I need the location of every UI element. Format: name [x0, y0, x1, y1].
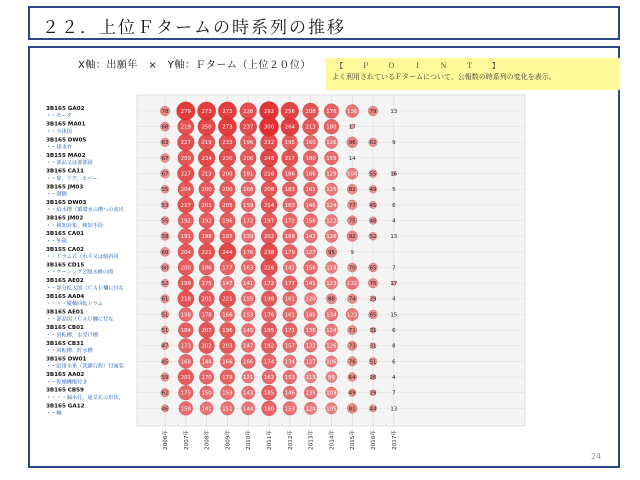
data-value-label: 168 [284, 234, 295, 241]
data-value-label: 73 [348, 343, 356, 350]
data-value-label: 126 [326, 234, 337, 241]
data-value-label: 49 [369, 187, 377, 194]
data-value-label: 17 [348, 124, 356, 131]
data-value-label: 29 [369, 296, 377, 303]
data-value-label: 176 [243, 249, 254, 256]
data-value-label: 226 [263, 265, 275, 272]
data-value-label: 55 [369, 171, 377, 178]
data-value-label: 129 [326, 171, 337, 178]
data-value-label: 146 [305, 202, 316, 209]
data-value-label: 264 [284, 124, 295, 131]
data-value-label: 273 [222, 108, 233, 115]
data-value-label: 209 [180, 155, 191, 162]
data-value-label: 166 [305, 171, 316, 178]
row-code-label: 3B165 GA02 [46, 106, 85, 112]
data-value-label: 147 [243, 343, 254, 350]
data-value-label: 172 [263, 281, 275, 288]
data-value-label: 156 [305, 265, 316, 272]
data-value-label: 273 [201, 108, 212, 115]
data-value-label: 175 [201, 281, 212, 288]
data-value-label: 63 [161, 140, 169, 147]
data-value-label: 48 [369, 218, 377, 225]
data-value-label: 141 [243, 281, 254, 288]
row-code-label: 3B165 CB59 [46, 387, 84, 394]
data-value-label: 26 [369, 374, 377, 381]
data-value-label: 64 [348, 374, 356, 381]
data-value-label: 192 [263, 343, 275, 350]
data-value-label: 9 [392, 140, 396, 147]
row-code-label: 3B165 DW01 [46, 356, 87, 363]
row-code-label: 3B165 MA01 [46, 121, 86, 128]
data-value-label: 127 [305, 249, 316, 256]
data-value-label: 196 [222, 218, 233, 225]
data-value-label: 172 [243, 218, 254, 225]
data-value-label: 177 [284, 281, 295, 288]
data-value-label: 71 [348, 328, 356, 334]
data-value-label: 198 [201, 234, 212, 241]
row-code-label: 3B165 AA04 [46, 293, 85, 300]
data-value-label: 13 [390, 406, 398, 413]
data-value-label: 99 [327, 374, 335, 381]
row-desc-label: ・・扉，ドア，カバー [46, 175, 98, 182]
data-value-label: 217 [180, 202, 191, 209]
data-value-label: 156 [305, 218, 316, 225]
data-value-label: 59 [161, 374, 169, 381]
data-value-label: 113 [305, 374, 316, 381]
data-value-label: 201 [201, 296, 212, 303]
row-code-label: 3B165 DW03 [46, 199, 87, 206]
data-value-label: 153 [243, 312, 254, 319]
slide-title: ２２．上位Ｆタームの時系列の推移 [42, 18, 346, 38]
data-value-label: 273 [222, 124, 233, 131]
data-value-label: 201 [180, 374, 191, 381]
row-code-label: 3B165 AE01 [46, 309, 84, 316]
data-value-label: 186 [284, 171, 295, 178]
data-value-label: 145 [243, 328, 254, 334]
data-value-label: 153 [284, 406, 295, 413]
data-value-label: 172 [284, 218, 295, 225]
data-value-label: 55 [161, 187, 169, 194]
point-text: よく利用されているＦタームについて、公報数の時系列の変化を表示。 [332, 73, 556, 81]
data-value-label: 192 [180, 218, 191, 225]
data-value-label: 55 [161, 218, 169, 225]
data-value-label: 195 [284, 140, 295, 147]
data-value-label: 200 [180, 265, 191, 272]
x-tick-label: 2011年 [267, 430, 273, 450]
data-value-label: 233 [222, 140, 233, 147]
data-value-label: 75 [348, 218, 356, 225]
x-tick-label: 2016年 [371, 430, 377, 450]
data-value-label: 52 [369, 234, 377, 241]
data-value-label: 176 [263, 312, 275, 319]
data-value-label: 208 [263, 187, 275, 194]
row-code-label: 3B165 CB31 [46, 340, 84, 347]
data-value-label: 104 [347, 171, 358, 178]
data-value-label: 217 [284, 155, 295, 162]
data-value-label: 45 [161, 359, 169, 366]
data-value-label: 67 [161, 171, 169, 178]
data-value-label: 184 [180, 328, 191, 334]
data-value-label: 136 [305, 328, 316, 334]
data-value-label: 168 [180, 359, 191, 366]
row-desc-label: ・・回転槽，貯水槽 [46, 347, 93, 354]
data-value-label: 81 [348, 406, 356, 413]
data-value-label: 75 [369, 281, 377, 288]
data-value-label: 78 [161, 108, 169, 115]
data-value-label: 155 [326, 155, 337, 162]
row-desc-label: ・・・・縦軸回転ドラム [46, 301, 104, 307]
data-value-label: 153 [284, 374, 295, 381]
data-value-label: 136 [347, 108, 358, 115]
data-value-label: 53 [161, 202, 169, 209]
data-value-label: 202 [263, 234, 275, 241]
data-value-label: 177 [222, 265, 233, 272]
data-value-label: 161 [284, 312, 295, 319]
row-desc-label: ・・部品図（ＣＡＵ欄に付な [46, 316, 114, 323]
data-value-label: 29 [369, 390, 377, 397]
row-desc-label: ・・モータ [46, 113, 72, 120]
point-heading: 【 Ｐ Ｏ Ｉ Ｎ Ｔ 】 [336, 62, 505, 70]
row-code-label: 3B165 AE02 [46, 278, 84, 285]
data-value-label: 193 [222, 234, 233, 241]
data-value-label: 51 [161, 328, 169, 334]
data-value-label: 147 [222, 281, 233, 288]
row-code-label: 3B165 AA02 [46, 372, 85, 379]
data-value-label: 134 [326, 312, 337, 319]
row-desc-label: ・・・・漏水孔，通気孔の形状， [46, 394, 124, 401]
data-value-label: 49 [348, 390, 356, 397]
bubble-chart [30, 48, 618, 466]
data-value-label: 44 [369, 406, 377, 413]
data-value-label: 232 [263, 140, 275, 147]
row-code-label: 3B165 JM02 [46, 215, 84, 222]
data-value-label: 191 [180, 234, 191, 241]
data-value-label: 166 [222, 359, 233, 366]
row-code-label: 3B165 CA11 [46, 168, 84, 175]
data-value-label: 157 [284, 343, 295, 350]
row-desc-label: ・・ケーシングと脱水槽の間 [46, 269, 114, 276]
data-value-label: 248 [263, 155, 275, 162]
data-value-label: 216 [263, 171, 275, 178]
data-value-label: 163 [284, 202, 295, 209]
data-value-label: 105 [326, 406, 337, 413]
data-value-label: 178 [201, 312, 212, 319]
data-value-label: 4 [392, 374, 396, 381]
row-desc-label: ・・検知対象，検知手段 [46, 222, 104, 229]
data-value-label: 185 [263, 390, 275, 397]
data-value-label: 202 [201, 343, 212, 350]
data-value-label: 61 [161, 296, 169, 303]
data-value-label: 143 [243, 390, 254, 397]
data-value-label: 124 [326, 328, 337, 334]
x-tick-label: 2012年 [287, 430, 294, 450]
data-value-label: 143 [305, 234, 316, 241]
row-desc-label: ・・制御 [46, 191, 67, 198]
data-value-label: 207 [201, 328, 212, 334]
data-value-label: 221 [222, 296, 233, 303]
data-value-label: 13 [390, 108, 398, 115]
data-value-label: 181 [243, 171, 254, 178]
data-value-label: 51 [161, 312, 169, 319]
data-value-label: 227 [180, 140, 191, 147]
data-value-label: 65 [369, 265, 377, 272]
data-value-label: 219 [180, 124, 191, 131]
data-value-label: 234 [201, 155, 212, 162]
row-code-label: 3B165 DW05 [46, 137, 87, 144]
row-code-label: 3B165 CA01 [46, 231, 84, 238]
data-value-label: 15 [390, 312, 398, 319]
data-value-label: 65 [369, 312, 377, 319]
data-value-label: 46 [161, 406, 169, 413]
row-desc-label: ・・外箱 [46, 238, 67, 245]
row-code-label: 3B165 CB01 [46, 325, 84, 332]
data-value-label: 161 [284, 296, 295, 303]
data-value-label: 198 [263, 296, 275, 303]
data-value-label: 47 [161, 343, 169, 350]
data-value-label: 250 [201, 124, 212, 131]
data-value-label: 69 [161, 249, 169, 256]
data-value-label: 204 [180, 249, 191, 256]
data-value-label: 170 [201, 374, 212, 381]
page-number: 24 [591, 452, 602, 461]
data-value-label: 161 [305, 187, 316, 194]
x-tick-label: 2008年 [204, 430, 211, 450]
data-value-label: 201 [201, 202, 212, 209]
x-tick-label: 2006年 [163, 430, 169, 450]
data-value-label: 141 [284, 265, 295, 272]
data-value-label: 160 [305, 140, 316, 147]
data-value-label: 176 [326, 108, 337, 115]
data-value-label: 145 [305, 312, 316, 319]
row-desc-label: ・・給排水系（洗濯行程）付属装 [46, 363, 124, 370]
data-value-label: 227 [180, 171, 191, 178]
data-value-label: 14 [348, 155, 356, 162]
row-desc-label: ・・排水弁 [46, 144, 72, 151]
data-value-label: 6 [392, 202, 396, 209]
row-desc-label: ・・軸 [46, 410, 62, 417]
data-value-label: 171 [284, 328, 295, 334]
data-value-label: 88 [327, 296, 335, 303]
data-value-label: 92 [348, 234, 356, 241]
data-value-label: 31 [369, 328, 377, 334]
data-value-label: 31 [369, 343, 377, 350]
data-value-label: 62 [369, 140, 377, 147]
data-value-label: 150 [201, 390, 212, 397]
row-desc-label: ・・乾燥機能付き [46, 379, 88, 386]
data-value-label: 180 [305, 155, 316, 162]
data-value-label: 109 [326, 390, 337, 397]
row-code-label: 3B165 CD15 [46, 262, 85, 269]
data-value-label: 95 [327, 249, 335, 256]
x-tick-label: 2010年 [246, 430, 253, 450]
data-value-label: 168 [243, 187, 254, 194]
data-value-label: 200 [222, 171, 233, 178]
data-value-label: 67 [161, 155, 169, 162]
data-value-label: 186 [201, 265, 212, 272]
x-tick-label: 2014年 [329, 430, 336, 450]
data-value-label: 114 [326, 265, 337, 272]
data-value-label: 126 [326, 140, 337, 147]
row-desc-label: ・・部分拡大図（ＣＡＵ欄に付な [46, 285, 124, 292]
data-value-label: 199 [180, 281, 191, 288]
row-desc-label: ・・全体図 [46, 128, 72, 135]
data-value-label: 174 [263, 359, 275, 366]
data-value-label: 62 [161, 390, 169, 397]
data-value-label: 175 [180, 390, 191, 397]
data-value-label: 159 [243, 202, 254, 209]
data-value-label: 300 [263, 124, 275, 131]
data-value-label: 203 [222, 343, 233, 350]
data-value-label: 213 [305, 124, 316, 131]
data-value-label: 144 [243, 406, 254, 413]
data-value-label: 163 [243, 265, 254, 272]
data-value-label: 230 [222, 155, 233, 162]
data-value-label: 237 [243, 124, 254, 131]
data-value-label: 51 [369, 359, 377, 366]
data-value-label: 132 [347, 281, 358, 288]
x-tick-label: 2015年 [350, 430, 357, 450]
data-value-label: 166 [243, 359, 254, 366]
data-value-label: 196 [243, 140, 254, 147]
data-value-label: 6 [392, 359, 396, 366]
data-value-label: 200 [201, 187, 212, 194]
data-value-label: 197 [263, 218, 275, 225]
row-code-label: 3B165 JM03 [46, 184, 84, 191]
data-value-label: 68 [161, 124, 169, 131]
row-desc-label: ・・給水槽（循環水の槽への流出 [46, 207, 124, 214]
data-value-label: 180 [326, 124, 337, 131]
data-value-label: 226 [243, 108, 254, 115]
data-value-label: 121 [243, 374, 254, 381]
row-desc-label: ・・部品又は要部図 [46, 160, 93, 167]
data-value-label: 279 [180, 108, 191, 115]
data-value-label: 77 [348, 202, 356, 209]
data-value-label: 17 [390, 281, 398, 288]
data-value-label: 183 [284, 187, 295, 194]
x-tick-label: 2013年 [308, 430, 315, 450]
data-value-label: 81 [348, 187, 356, 194]
data-value-label: 238 [263, 249, 275, 256]
data-value-label: 76 [348, 359, 356, 366]
data-value-label: 16 [390, 171, 398, 178]
data-value-label: 256 [284, 108, 295, 115]
data-value-label: 218 [180, 296, 191, 303]
data-value-label: 8 [392, 343, 396, 350]
data-value-label: 221 [201, 249, 212, 256]
x-tick-label: 2017年 [391, 430, 398, 450]
data-value-label: 132 [305, 343, 316, 350]
data-value-label: 141 [305, 281, 316, 288]
data-value-label: 214 [263, 202, 275, 209]
data-value-label: 106 [326, 359, 337, 366]
data-value-label: 7 [392, 265, 396, 272]
data-value-label: 200 [222, 187, 233, 194]
data-value-label: 205 [222, 202, 233, 209]
data-value-label: 146 [284, 390, 295, 397]
data-value-label: 60 [161, 265, 169, 272]
row-code-label: 3B155 MA02 [46, 152, 86, 159]
data-value-label: 139 [243, 234, 254, 241]
data-value-label: 9 [350, 249, 354, 256]
data-value-label: 179 [284, 249, 295, 256]
data-value-label: 125 [326, 187, 337, 194]
data-value-label: 208 [305, 108, 316, 115]
data-value-label: 79 [369, 108, 377, 115]
data-value-label: 155 [243, 296, 254, 303]
data-value-label: 180 [263, 406, 275, 413]
data-value-label: 206 [243, 155, 254, 162]
data-value-label: 123 [347, 312, 358, 319]
data-value-label: 192 [201, 218, 212, 225]
data-value-label: 5 [392, 187, 396, 194]
row-desc-label: ・・ドラム式（水平又は傾斜回 [46, 254, 119, 261]
x-tick-label: 2009年 [225, 430, 232, 450]
title-bar [28, 6, 620, 40]
data-value-label: 74 [348, 296, 356, 303]
axis-description: X軸：出願年 × Y軸：Ｆターム（上位２０位） [78, 60, 311, 71]
data-value-label: 144 [201, 359, 212, 366]
data-value-label: 159 [222, 390, 233, 397]
data-value-label: 6 [392, 328, 396, 334]
data-value-label: 134 [284, 359, 295, 366]
data-value-label: 13 [390, 234, 398, 241]
data-value-label: 122 [326, 218, 337, 225]
data-value-label: 124 [305, 406, 316, 413]
data-value-label: 58 [161, 234, 169, 241]
data-value-label: 4 [392, 296, 396, 303]
data-value-label: 162 [263, 374, 275, 381]
data-value-label: 7 [392, 390, 396, 397]
data-value-label: 292 [263, 108, 275, 115]
data-value-label: 244 [222, 249, 233, 256]
data-value-label: 135 [305, 390, 316, 397]
data-value-label: 127 [305, 359, 316, 366]
data-value-label: 124 [326, 202, 337, 209]
data-value-label: 45 [369, 202, 377, 209]
data-value-label: 213 [201, 171, 212, 178]
data-value-label: 4 [392, 218, 396, 225]
data-value-label: 219 [201, 140, 212, 147]
data-value-label: 166 [222, 312, 233, 319]
data-value-label: 126 [326, 343, 337, 350]
data-value-label: 179 [222, 374, 233, 381]
row-code-label: 3B165 GA12 [46, 403, 85, 410]
data-value-label: 151 [222, 406, 233, 413]
data-value-label: 158 [180, 312, 191, 319]
data-value-label: 70 [348, 265, 356, 272]
data-value-label: 96 [348, 140, 356, 147]
data-value-label: 173 [180, 343, 191, 350]
data-value-label: 196 [222, 328, 233, 334]
data-value-label: 120 [305, 296, 316, 303]
data-value-label: 141 [201, 406, 212, 413]
x-tick-label: 2007年 [183, 430, 190, 450]
content-panel [28, 46, 620, 468]
row-desc-label: ・・回転槽，水受け槽 [46, 332, 98, 339]
data-value-label: 52 [161, 281, 169, 288]
data-value-label: 204 [180, 187, 191, 194]
row-code-label: 3B155 CA02 [46, 246, 84, 253]
data-value-label: 195 [263, 328, 275, 334]
data-value-label: 158 [180, 406, 191, 413]
data-value-label: 123 [326, 281, 337, 288]
